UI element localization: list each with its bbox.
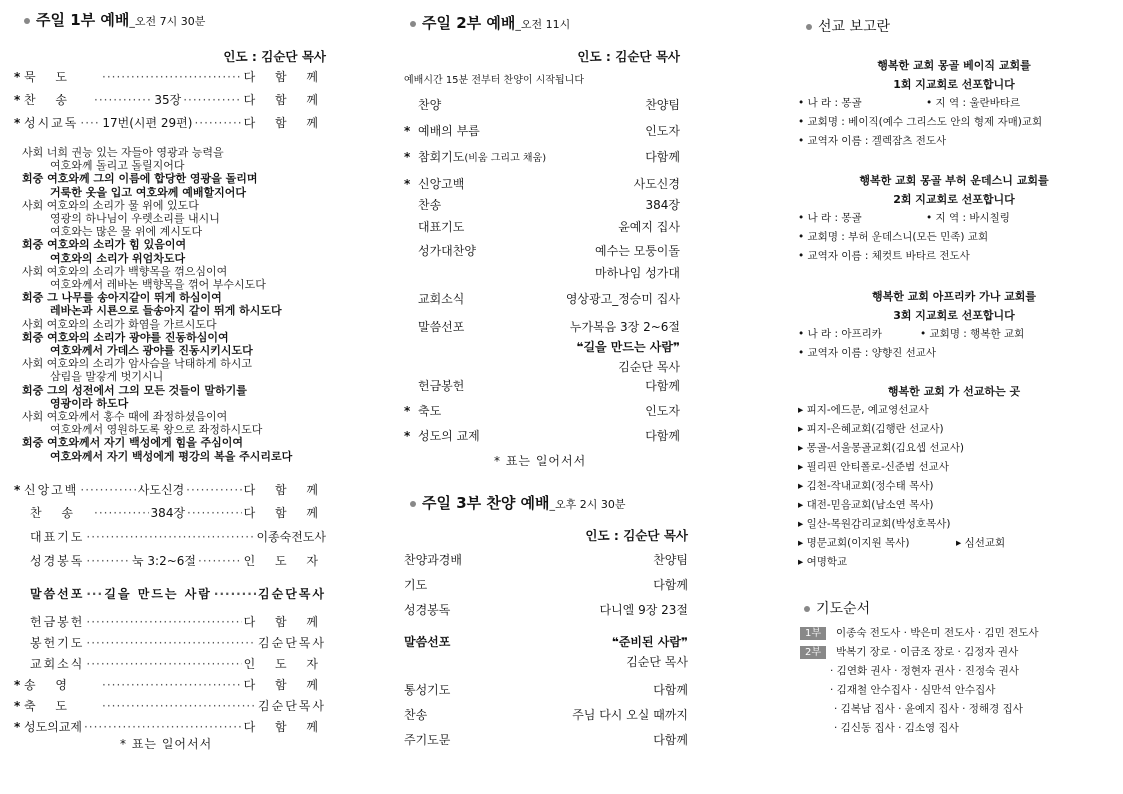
service-1-sermon: 말씀선포 ····· 길을 만드는 사람 ····· 김순단목사 — [14, 585, 326, 602]
service-2-order-top — [404, 96, 680, 240]
reading-line: 여호와의 소리가 위엄차도다 — [50, 251, 186, 265]
triangle-bullet-icon: ▸ — [798, 518, 807, 530]
order-row: * 축 도 ····· 김순단목사 — [14, 697, 326, 718]
service-1-order-middle — [14, 481, 326, 576]
reading-line: 여호와께서 영원하도록 왕으로 좌정하시도다 — [50, 423, 263, 437]
list-item: ▸ 피지-에드문, 예교영선교사 — [798, 404, 929, 416]
triangle-bullet-icon: ▸ — [798, 461, 807, 473]
triangle-bullet-icon: ▸ — [798, 442, 807, 454]
order-row: 성경봉독 다니엘 9장 23절 — [404, 603, 688, 617]
service-2-leader: 인도 : 김순단 목사 — [577, 49, 680, 64]
service-3-title: 주일 3부 찬양 예배_오후 2시 30분 — [410, 492, 626, 513]
reading-line: 사회 여호와의 소리가 백향목을 꺾으심이여 — [22, 264, 228, 278]
service-1-order-bottom — [14, 613, 326, 739]
reading-line: 삼림을 말갛게 벗기시니 — [50, 370, 164, 384]
order-row: 대표기도 윤예지 집사 — [418, 220, 680, 234]
service-3-order-bottom — [404, 681, 688, 756]
reading-line: 회중 그의 성전에서 그의 모든 것들이 말하기를 — [22, 383, 247, 397]
badge-1: 1부 — [800, 627, 826, 640]
service-2-pre-note: 예배시간 15분 전부터 찬양이 시작됩니다 — [404, 75, 584, 86]
prayer-title: 기도순서 — [804, 598, 870, 618]
order-row: 헌금봉헌 ····· 다 함 께 — [14, 613, 326, 634]
reading-line: 사회 여호와의 소리가 화염을 가르시도다 — [22, 317, 217, 331]
order-row: 통성기도 다함께 — [404, 683, 688, 697]
service-2-note: * 표는 일어서서 — [494, 454, 587, 468]
list-item: ▸ 필리핀 안티폴로-신준범 선교사 — [798, 461, 949, 473]
prayer-list: 1부 이종숙 전도사 · 박은미 전도사 · 김민 전도사 2부 박복기 장로 · 이금조 장로 · 김정자 권사 · 김연화 권사 · 정현자 권사 · 진정숙 권사 · 김재철 안수집사 · 심만석 안수집사 · 김복남 집사 · 윤예지 집사 · 정해경 집사 · 김신동 집사 · 김소영 집사 — [800, 624, 1110, 738]
badge-2: 2부 — [800, 646, 826, 659]
reading-line: 회중 그 나무를 송아지같이 뛰게 하심이여 — [22, 291, 222, 305]
order-row: * 신앙고백 ····· 사도신경 ····· 다 함 께 — [14, 481, 326, 504]
service-2-choir: 성가대찬양 예수는 모퉁이돌 마하나임 성가대 — [418, 244, 680, 280]
service-1-leader: 인도 : 김순단 목사 — [223, 49, 326, 64]
bullet-icon — [24, 18, 30, 24]
reading-line: 회중 여호와의 소리가 힘 있음이여 — [22, 238, 187, 252]
reading-line: 회중 여호와께 그의 이름에 합당한 영광을 돌리며 — [22, 172, 258, 186]
service-2-sermon: 말씀선포 누가복음 3장 2~6절 ❝길을 만드는 사람❞ 김순단 목사 — [418, 320, 680, 374]
order-row: 기도 다함께 — [404, 578, 688, 592]
reading-line: 회중 여호와의 소리가 광야를 진동하심이여 — [22, 330, 229, 344]
order-row: * 예배의 부름 인도자 — [404, 124, 680, 138]
order-row: * 묵 도 ····· 다 함 께 — [14, 68, 326, 91]
order-row: 찬양과경배 찬양팀 — [404, 553, 688, 567]
reading-line: 레바논과 시룐으로 들송아지 같이 뛰게 하시도다 — [50, 304, 282, 318]
mission-support-list: 행복한 교회 가 선교하는 곳 ▸ 피지-에드문, 예교영선교사 ▸ 피지-은혜교회(김행란 선교사) ▸ 몽골-서울몽골교회(김요셉 선교사) ▸ 필리핀 안티폴로-신준범 선교사 ▸ 김천-작내교회(정수태 목사) ▸ 대전-믿음교회(남소연 목사) ▸ 일산-목원감리교회(박성호목사) ▸ 명문교회(이지원 목사) ▸ 심선교회 ▸ 여명학교 — [798, 382, 1110, 572]
bullet-icon — [410, 501, 416, 507]
order-row: * 송 영 ····· 다 함 께 — [14, 676, 326, 697]
order-row: 찬송 주님 다시 오실 때까지 — [404, 708, 688, 722]
responsive-reading — [22, 146, 326, 463]
bullet-icon — [410, 21, 416, 27]
reading-line: 거룩한 옷을 입고 여호와께 예배할지어다 — [50, 185, 246, 199]
reading-line: 여호와께서 가데스 광야를 진동시키시도다 — [50, 344, 253, 358]
service-2-order-bottom — [404, 377, 680, 452]
reading-line: 사회 너희 권능 있는 자들아 영광과 능력을 — [22, 146, 224, 159]
order-row: 찬 송 ····· 384장 ····· 다 함 께 — [14, 504, 326, 528]
order-row: 대표기도 ····· 이종숙전도사 — [14, 528, 326, 552]
order-row: 봉헌기도 ····· 김순단목사 — [14, 634, 326, 655]
service-3-order-top — [404, 551, 688, 626]
order-row: * 성도의교제 ····· 다 함 께 — [14, 718, 326, 739]
triangle-bullet-icon: ▸ — [798, 404, 807, 416]
order-row: * 축도 인도자 — [404, 404, 680, 418]
service-3-sermon: 말씀선포 ❝준비된 사람❞ 김순단 목사 — [404, 635, 688, 669]
mission-block: 행복한 교회 몽골 베이직 교회를 1회 지교회로 선포합니다 • 나 라 : 몽골 • 지 역 : 울란바타르 • 교회명 : 베이직(예수 그리스도 안의 형제 자매)교회 • 교역자 이름 : 겔렉잠츠 전도사 — [798, 59, 1043, 147]
triangle-bullet-icon: ▸ — [798, 537, 807, 549]
reading-line: 여호와께서 자기 백성에게 평강의 복을 주시리로다 — [50, 449, 293, 463]
reading-line: 사회 여호와의 소리가 물 위에 있도다 — [22, 198, 199, 212]
reading-line: 여호와께 돌리고 돌릴지어다 — [50, 159, 185, 173]
service-2-news: 교회소식 영상광고_정승미 집사 — [418, 292, 680, 306]
list-item: ▸ 피지-은혜교회(김행란 선교사) — [798, 423, 944, 435]
list-item: ▸ 명문교회(이지원 목사) ▸ 심선교회 — [798, 537, 1006, 549]
service-1-title: 주일 1부 예배_오전 7시 30분 — [24, 9, 205, 30]
list-item: ▸ 대전-믿음교회(남소연 목사) — [798, 499, 934, 511]
order-row: * 성도의 교제 다함께 — [404, 429, 680, 443]
order-row: * 찬 송 ····· 35장 ····· 다 함 께 — [14, 91, 326, 114]
order-row: 헌금봉헌 다함께 — [418, 379, 680, 393]
order-row: * 참회기도(비움 그리고 채움) 다함께 — [404, 150, 680, 164]
bullet-icon — [804, 606, 810, 612]
reading-line: 여호와는 많은 물 위에 계시도다 — [50, 225, 203, 239]
mission-block: 행복한 교회 아프리카 가나 교회를 3회 지교회로 선포합니다 • 나 라 : 아프리카 • 교회명 : 행복한 교회 • 교역자 이름 : 양향진 선교사 — [798, 290, 1037, 359]
order-row: 성경봉독 ····· 눅 3:2~6절 ····· 인 도 자 — [14, 552, 326, 576]
reading-line: 영광의 하나님이 우렛소리를 내시니 — [50, 212, 220, 226]
order-row: * 신앙고백 사도신경 — [404, 177, 680, 191]
reading-line: 영광이라 하도다 — [50, 396, 129, 410]
service-1-note: * 표는 일어서서 — [120, 737, 213, 751]
order-row: 찬양 찬양팀 — [418, 98, 680, 112]
reading-line: 여호와께서 레바논 백향목을 꺾어 부수시도다 — [50, 278, 266, 292]
mission-title: 선교 보고란 — [806, 16, 890, 36]
mission-block: 행복한 교회 몽골 부허 운데스니 교회를 2회 지교회로 선포합니다 • 나 라 : 몽골 • 지 역 : 바시칠링 • 교회명 : 부허 운데스니(모든 민족) 교회 • 교역자 이름 : 체컷트 바타르 전도사 — [798, 174, 1049, 262]
reading-line: 사회 여호와께서 홍수 때에 좌정하셨음이여 — [22, 410, 228, 424]
list-item: ▸ 김천-작내교회(정수태 목사) — [798, 480, 934, 492]
triangle-bullet-icon: ▸ — [798, 556, 807, 568]
bullet-icon — [806, 24, 812, 30]
service-1-order-top — [14, 68, 326, 137]
reading-line: 회중 여호와께서 자기 백성에게 힘을 주심이여 — [22, 436, 244, 450]
triangle-bullet-icon: ▸ — [798, 480, 807, 492]
service-2-title: 주일 2부 예배_오전 11시 — [410, 12, 570, 33]
order-row: * 성시교독 ····· 17번(시편 29편) ····· 다 함 께 — [14, 114, 326, 137]
order-row: 주기도문 다함께 — [404, 733, 688, 747]
triangle-bullet-icon: ▸ — [798, 423, 807, 435]
list-item: ▸ 여명학교 — [798, 556, 848, 568]
triangle-bullet-icon: ▸ — [798, 499, 807, 511]
list-item: ▸ 일산-목원감리교회(박성호목사) — [798, 518, 951, 530]
triangle-bullet-icon: ▸ — [956, 537, 965, 549]
list-item: ▸ 몽골-서울몽골교회(김요셉 선교사) — [798, 442, 964, 454]
service-3-leader: 인도 : 김순단 목사 — [585, 528, 688, 543]
reading-line: 사회 여호와의 소리가 암사슴을 낙태하게 하시고 — [22, 357, 253, 371]
order-row: 교회소식 ····· 인 도 자 — [14, 655, 326, 676]
order-row: 찬송 384장 — [418, 198, 680, 212]
